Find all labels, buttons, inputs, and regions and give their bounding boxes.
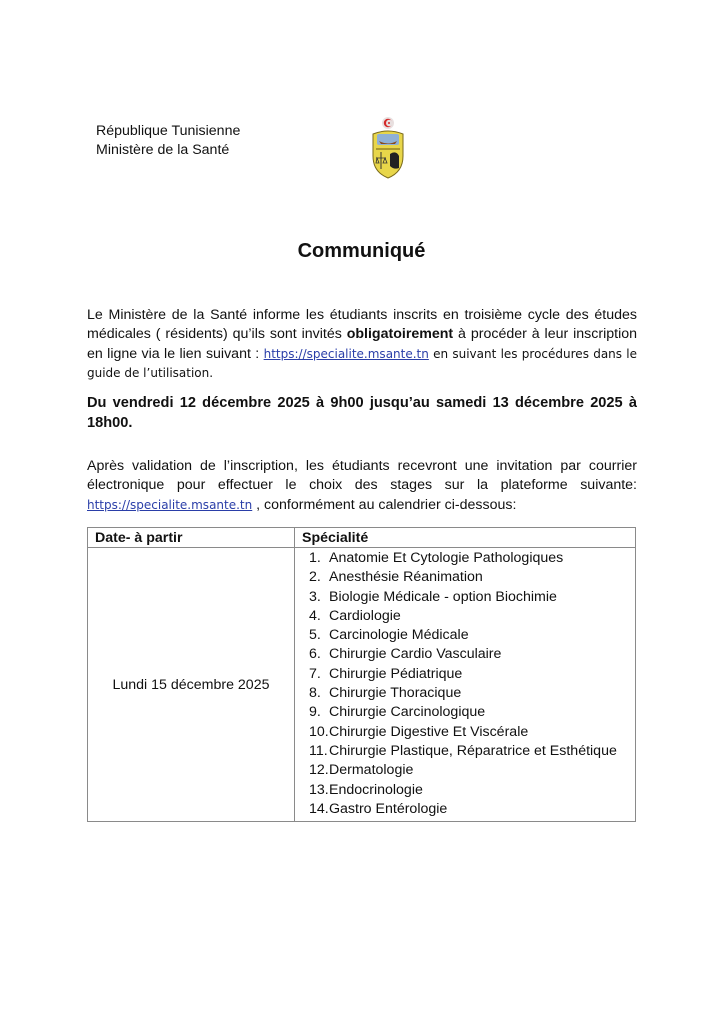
item-number: 10. bbox=[309, 723, 329, 740]
registration-period: Du vendredi 12 décembre 2025 à 9h00 jusqu’au samedi 13 décembre 2025 à 18h00. bbox=[87, 395, 637, 431]
after-text-part2: , conformément au calendrier ci-dessous: bbox=[252, 496, 517, 513]
list-item bbox=[309, 645, 635, 664]
item-label: Endocrinologie bbox=[329, 781, 423, 798]
list-item bbox=[309, 761, 635, 780]
item-number: 14. bbox=[309, 800, 329, 817]
item-number: 2. bbox=[309, 569, 321, 586]
list-item bbox=[309, 568, 635, 587]
item-label: Chirurgie Cardio Vasculaire bbox=[329, 646, 502, 663]
page-title: Communiqué bbox=[297, 240, 426, 262]
specialites-list bbox=[295, 548, 635, 821]
item-number: 8. bbox=[309, 685, 321, 702]
item-number: 1. bbox=[309, 550, 321, 566]
intro-text-part1: Le Ministère de la Santé informe les étudiants inscrits en troisième cycle des études médicales ( résidents) qu’ils sont invités bbox=[87, 307, 637, 343]
list-item bbox=[309, 684, 635, 703]
ministry-label: Ministère de la Santé bbox=[96, 142, 230, 158]
list-item bbox=[309, 723, 635, 742]
item-number: 4. bbox=[309, 607, 321, 624]
after-text-part1: Après validation de l’inscription, les étudiants recevront une invitation par courrier électronique pour effectuer le choix des stages sur la plateforme suivante: bbox=[87, 458, 637, 494]
tunisia-coat-of-arms-icon bbox=[370, 114, 406, 180]
item-label: Chirurgie Thoracique bbox=[329, 685, 462, 702]
platform-link[interactable]: https://specialite.msante.tn bbox=[87, 497, 253, 512]
list-item bbox=[309, 800, 635, 819]
list-item bbox=[309, 781, 635, 800]
item-label: Chirurgie Pédiatrique bbox=[329, 665, 463, 682]
item-label: Anesthésie Réanimation bbox=[329, 569, 483, 586]
schedule-table bbox=[87, 527, 636, 822]
republic-label: République Tunisienne bbox=[96, 123, 241, 139]
intro-text-part3: en suivant les procédures dans le guide de l’utilisation. bbox=[87, 346, 638, 380]
intro-paragraph bbox=[87, 306, 637, 383]
list-item bbox=[309, 549, 635, 568]
item-number: 13. bbox=[309, 781, 329, 798]
letterhead bbox=[96, 122, 240, 160]
item-number: 7. bbox=[309, 665, 321, 682]
intro-text-part2: à procéder à leur inscription en ligne via le lien suivant : bbox=[87, 326, 637, 362]
item-label: Chirurgie Digestive Et Viscérale bbox=[329, 723, 529, 740]
column-header-specialite: Spécialité bbox=[295, 528, 636, 548]
list-item bbox=[309, 742, 635, 761]
item-label: Gastro Entérologie bbox=[329, 800, 448, 817]
item-number: 5. bbox=[309, 627, 321, 644]
registration-link[interactable]: https://specialite.msante.tn bbox=[263, 346, 429, 361]
item-label: Chirurgie Plastique, Réparatrice et Esthétique bbox=[329, 742, 617, 759]
item-label: Chirurgie Carcinologique bbox=[329, 704, 486, 721]
item-number: 12. bbox=[309, 762, 329, 779]
item-number: 3. bbox=[309, 588, 321, 605]
list-item bbox=[309, 607, 635, 626]
item-label: Dermatologie bbox=[329, 762, 414, 779]
item-label: Biologie Médicale - option Biochimie bbox=[329, 588, 557, 605]
list-item bbox=[309, 626, 635, 645]
table-row bbox=[88, 548, 636, 822]
item-label: Cardiologie bbox=[329, 607, 401, 624]
item-number: 11. bbox=[309, 742, 328, 759]
item-number: 9. bbox=[309, 704, 321, 721]
item-label: Carcinologie Médicale bbox=[329, 627, 469, 644]
after-validation-paragraph bbox=[87, 457, 637, 515]
list-item bbox=[309, 703, 635, 722]
list-item bbox=[309, 665, 635, 684]
date-cell: Lundi 15 décembre 2025 bbox=[88, 548, 295, 822]
item-number: 6. bbox=[309, 646, 321, 663]
table-header-row bbox=[88, 528, 636, 548]
column-header-date: Date- à partir bbox=[88, 528, 295, 548]
item-label: Anatomie Et Cytologie Pathologiques bbox=[329, 550, 564, 566]
intro-bold-word: obligatoirement bbox=[346, 326, 454, 343]
specialites-cell bbox=[295, 548, 636, 822]
list-item bbox=[309, 588, 635, 607]
